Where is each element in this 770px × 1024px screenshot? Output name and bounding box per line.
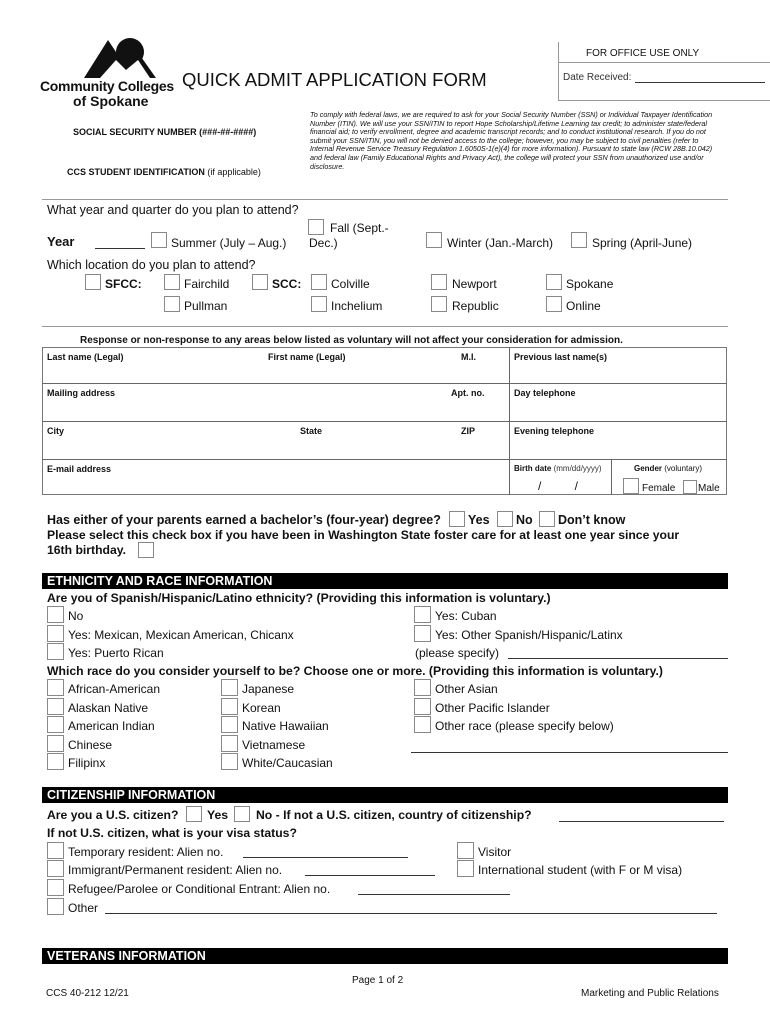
- online-label: Online: [566, 299, 601, 313]
- spokane-label: Spokane: [566, 277, 614, 291]
- mailing-input[interactable]: [46, 401, 446, 418]
- hisp-cuban-checkbox[interactable]: [414, 606, 431, 623]
- race-item[interactable]: [47, 716, 217, 734]
- race-checkbox[interactable]: [221, 716, 238, 733]
- mi-label: M.I.: [461, 352, 476, 362]
- fall-label-2: Dec.): [309, 236, 338, 250]
- race-label: Alaskan Native: [68, 700, 149, 715]
- office-use-title: FOR OFFICE USE ONLY: [586, 48, 700, 59]
- ssn-label: SOCIAL SECURITY NUMBER (###-##-####): [73, 127, 257, 137]
- race-checkbox[interactable]: [47, 735, 64, 752]
- parents-question: Has either of your parents earned a bachelor’s (four-year) degree?: [47, 513, 441, 527]
- parents-dontknow-checkbox[interactable]: [539, 511, 555, 527]
- scc-label: SCC:: [272, 277, 302, 291]
- hisp-puerto-label: Yes: Puerto Rican: [68, 646, 164, 660]
- race-specify-input[interactable]: [411, 752, 728, 753]
- fairchild-label: Fairchild: [184, 277, 230, 291]
- grid-row-line-1: [42, 383, 727, 384]
- race-item[interactable]: [221, 753, 401, 771]
- office-use-divider: [558, 62, 770, 63]
- other-visa-label: Other: [68, 901, 99, 915]
- race-checkbox[interactable]: [414, 716, 431, 733]
- form-title: QUICK ADMIT APPLICATION FORM: [182, 69, 487, 90]
- state-label: State: [300, 426, 323, 436]
- date-received-label: Date Received:: [563, 72, 632, 83]
- hisp-other-label: Yes: Other Spanish/Hispanic/Latinx: [435, 628, 623, 642]
- race-item[interactable]: [414, 716, 714, 734]
- veterans-heading: VETERANS INFORMATION: [42, 948, 728, 964]
- hisp-mexican-checkbox[interactable]: [47, 625, 64, 642]
- republic-checkbox[interactable]: [431, 296, 447, 312]
- race-item[interactable]: [414, 698, 714, 716]
- newport-checkbox[interactable]: [431, 274, 447, 290]
- scc-checkbox[interactable]: [252, 274, 268, 290]
- other-visa-checkbox[interactable]: [47, 898, 64, 915]
- race-checkbox[interactable]: [414, 679, 431, 696]
- day-tel-label: Day telephone: [514, 388, 576, 398]
- foster-question-2: 16th birthday.: [47, 543, 127, 557]
- attend-question: What year and quarter do you plan to attend?: [47, 203, 299, 217]
- last-name-label: Last name (Legal): [47, 352, 124, 362]
- visa-question: If not U.S. citizen, what is your visa status?: [47, 826, 297, 840]
- race-checkbox[interactable]: [221, 698, 238, 715]
- citizen-no-checkbox[interactable]: [234, 806, 250, 822]
- pullman-label: Pullman: [184, 299, 228, 313]
- voluntary-note: Response or non-response to any areas below listed as voluntary will not affect your consideration for admission.: [80, 335, 623, 346]
- mi-input[interactable]: [459, 364, 506, 381]
- parents-yes-label: Yes: [468, 513, 490, 527]
- race-item[interactable]: [221, 735, 401, 753]
- form-number: CCS 40-212 12/21: [46, 988, 129, 999]
- fall-checkbox[interactable]: [308, 219, 324, 235]
- logo-text-line2: of Spokane: [73, 93, 149, 109]
- male-checkbox[interactable]: [683, 480, 697, 494]
- intl-student-checkbox[interactable]: [457, 860, 474, 877]
- race-item[interactable]: [47, 679, 217, 697]
- race-label: Native Hawaiian: [242, 719, 329, 733]
- birth-format: (mm/dd/yyyy): [553, 464, 602, 473]
- race-item[interactable]: [47, 735, 217, 753]
- spring-label: Spring (April-June): [592, 236, 693, 250]
- spokane-checkbox[interactable]: [546, 274, 562, 290]
- apt-input[interactable]: [449, 401, 506, 418]
- prev-name-label: Previous last name(s): [514, 352, 608, 362]
- last-name-input[interactable]: [46, 364, 261, 381]
- race-label: White/Caucasian: [242, 756, 333, 770]
- mailing-label: Mailing address: [47, 388, 116, 398]
- race-label: Other Asian: [435, 682, 498, 696]
- temp-alien-input[interactable]: [243, 857, 408, 858]
- spring-checkbox[interactable]: [571, 232, 587, 248]
- inchelium-checkbox[interactable]: [311, 296, 327, 312]
- race-item[interactable]: [47, 698, 217, 716]
- temp-resident-checkbox[interactable]: [47, 842, 64, 859]
- race-label: Japanese: [242, 682, 295, 696]
- eve-tel-input[interactable]: [512, 439, 724, 456]
- race-question: Which race do you consider yourself to be? Choose one or more. (Providing this information is voluntary.): [47, 664, 663, 678]
- race-checkbox[interactable]: [221, 753, 238, 770]
- republic-label: Republic: [452, 299, 499, 313]
- winter-label: Winter (Jan.-March): [447, 236, 554, 250]
- ssn-input[interactable]: [68, 140, 288, 158]
- country-input[interactable]: [559, 821, 724, 822]
- female-label: Female: [642, 483, 676, 494]
- race-list-col2: [221, 679, 401, 775]
- foster-question: Please select this check box if you have been in Washington State foster care for at least one year since your: [47, 528, 680, 542]
- race-checkbox[interactable]: [47, 716, 64, 733]
- sid-label-text: CCS STUDENT IDENTIFICATION: [67, 167, 205, 177]
- immigrant-alien-input[interactable]: [305, 875, 435, 876]
- email-input[interactable]: [46, 477, 506, 493]
- birth-date-input[interactable]: / /: [538, 479, 579, 493]
- grid-col-line-gender: [611, 459, 612, 495]
- foster-checkbox[interactable]: [138, 542, 154, 558]
- parents-dontknow-label: Don’t know: [558, 513, 626, 527]
- gender-label: [634, 464, 702, 473]
- fairchild-checkbox[interactable]: [164, 274, 180, 290]
- newport-label: Newport: [452, 277, 497, 291]
- race-label: Chinese: [68, 737, 113, 752]
- birth-label-text: Birth date: [514, 464, 552, 473]
- sfcc-label: SFCC:: [105, 277, 142, 291]
- race-checkbox[interactable]: [47, 679, 64, 696]
- ssn-privacy-notice: To comply with federal laws, we are required to ask for your Social Security Number (SSN) or Individual Taxpayer Identification Number (ITIN). We will use your SSN/ITIN to report Hope Scholarship/Lifetime Learning tax credit; to administer state/federal financial aid; to verify enrollment, degree and academic transcript records; and to conduct institutional research. If you do not submit your SSN/ITIN, you will not be denied access to the college; however, you may be subject to civil penalties (refer to Internal Revenue Service Treasury Regulation 1.6050S-1(e)(4) for more information). Pursuant to state law (RCW 28B.10.042) and federal law (Family Educational Rights and Privacy Act), the college will protect your SSN from unauthorized use and/or disclosure.: [310, 110, 713, 171]
- year-input[interactable]: [95, 248, 145, 249]
- ethnicity-heading: ETHNICITY AND RACE INFORMATION: [42, 573, 728, 589]
- hispanic-question: Are you of Spanish/Hispanic/Latino ethnicity? (Providing this information is voluntary.): [47, 591, 551, 605]
- temp-resident-label: Temporary resident: Alien no.: [68, 845, 224, 859]
- parents-yes-checkbox[interactable]: [449, 511, 465, 527]
- race-checkbox[interactable]: [47, 753, 64, 770]
- race-item[interactable]: [221, 716, 401, 734]
- hisp-no-checkbox[interactable]: [47, 606, 64, 623]
- race-item[interactable]: [414, 679, 714, 697]
- pullman-checkbox[interactable]: [164, 296, 180, 312]
- race-label: Korean: [242, 700, 281, 715]
- state-input[interactable]: [298, 439, 448, 456]
- immigrant-checkbox[interactable]: [47, 860, 64, 877]
- hisp-specify-input[interactable]: [508, 658, 728, 659]
- race-item[interactable]: [221, 698, 401, 716]
- gender-label-text: Gender: [634, 464, 663, 473]
- other-visa-input[interactable]: [105, 913, 717, 914]
- female-checkbox[interactable]: [623, 478, 639, 494]
- refugee-label: Refugee/Parolee or Conditional Entrant: Alien no.: [68, 882, 331, 896]
- section-divider-2: [42, 326, 728, 327]
- race-label: Other Pacific Islander: [435, 700, 550, 715]
- apt-label: Apt. no.: [451, 388, 485, 398]
- grid-row-line-2: [42, 421, 727, 422]
- male-label: Male: [698, 483, 720, 494]
- race-label: African-American: [68, 682, 161, 696]
- colville-label: Colville: [331, 277, 370, 291]
- race-item[interactable]: [221, 679, 401, 697]
- city-label: City: [47, 426, 65, 436]
- race-list-col3: [414, 679, 714, 739]
- birth-label: [514, 464, 602, 473]
- visitor-label: Visitor: [478, 845, 512, 859]
- city-input[interactable]: [46, 439, 296, 456]
- inchelium-label: Inchelium: [331, 299, 383, 313]
- college-logo: [40, 30, 190, 110]
- zip-label: ZIP: [461, 426, 476, 436]
- race-item[interactable]: [47, 753, 217, 771]
- prev-name-input[interactable]: [512, 364, 724, 381]
- hisp-no-label: No: [68, 609, 84, 623]
- colville-checkbox[interactable]: [311, 274, 327, 290]
- page-number: Page 1 of 2: [352, 975, 404, 986]
- sid-input[interactable]: [68, 180, 288, 198]
- summer-checkbox[interactable]: [151, 232, 167, 248]
- hisp-specify-label: (please specify): [415, 646, 500, 660]
- citizen-no-label: No - If not a U.S. citizen, country of citizenship?: [256, 808, 532, 822]
- hisp-puerto-checkbox[interactable]: [47, 643, 64, 660]
- citizen-question: Are you a U.S. citizen?: [47, 808, 179, 822]
- race-label: Vietnamese: [242, 737, 306, 752]
- section-divider: [42, 199, 728, 200]
- summer-label: Summer (July – Aug.): [171, 236, 287, 250]
- gender-voluntary: (voluntary): [664, 464, 703, 473]
- refugee-checkbox[interactable]: [47, 879, 64, 896]
- intl-student-label: International student (with F or M visa): [478, 863, 683, 877]
- sid-label: [67, 167, 261, 177]
- sfcc-checkbox[interactable]: [85, 274, 101, 290]
- location-question: Which location do you plan to attend?: [47, 258, 256, 272]
- online-checkbox[interactable]: [546, 296, 562, 312]
- citizen-yes-checkbox[interactable]: [186, 806, 202, 822]
- race-checkbox[interactable]: [47, 698, 64, 715]
- grid-col-line: [509, 347, 510, 495]
- mountain-sun-icon: [40, 30, 190, 82]
- parents-no-checkbox[interactable]: [497, 511, 513, 527]
- zip-input[interactable]: [451, 439, 506, 456]
- race-checkbox[interactable]: [221, 679, 238, 696]
- logo-text-line1: Community Colleges: [40, 78, 174, 94]
- immigrant-label: Immigrant/Permanent resident: Alien no.: [68, 863, 283, 877]
- first-name-label: First name (Legal): [268, 352, 346, 362]
- citizen-yes-label: Yes: [207, 808, 229, 822]
- winter-checkbox[interactable]: [426, 232, 442, 248]
- refugee-alien-input[interactable]: [358, 894, 510, 895]
- race-label: Other race (please specify below): [435, 719, 614, 733]
- hisp-other-checkbox[interactable]: [414, 625, 431, 642]
- email-label: E-mail address: [47, 464, 112, 474]
- day-tel-input[interactable]: [512, 401, 724, 418]
- race-label: American Indian: [68, 719, 155, 733]
- parents-no-label: No: [516, 513, 533, 527]
- first-name-input[interactable]: [266, 364, 456, 381]
- fall-label: Fall (Sept.-: [330, 221, 389, 235]
- eve-tel-label: Evening telephone: [514, 426, 595, 436]
- grid-row-line-3: [42, 459, 727, 460]
- race-checkbox[interactable]: [221, 735, 238, 752]
- race-label: Filipinx: [68, 756, 106, 770]
- race-list-col1: [47, 679, 217, 775]
- hisp-cuban-label: Yes: Cuban: [435, 609, 497, 623]
- sid-label-suffix: (if applicable): [207, 167, 261, 177]
- citizenship-heading: CITIZENSHIP INFORMATION: [42, 787, 728, 803]
- year-label: Year: [47, 234, 75, 249]
- visitor-checkbox[interactable]: [457, 842, 474, 859]
- department: Marketing and Public Relations: [581, 988, 719, 999]
- race-checkbox[interactable]: [414, 698, 431, 715]
- date-received-field[interactable]: [635, 82, 765, 83]
- hisp-mexican-label: Yes: Mexican, Mexican American, Chicanx: [68, 628, 294, 642]
